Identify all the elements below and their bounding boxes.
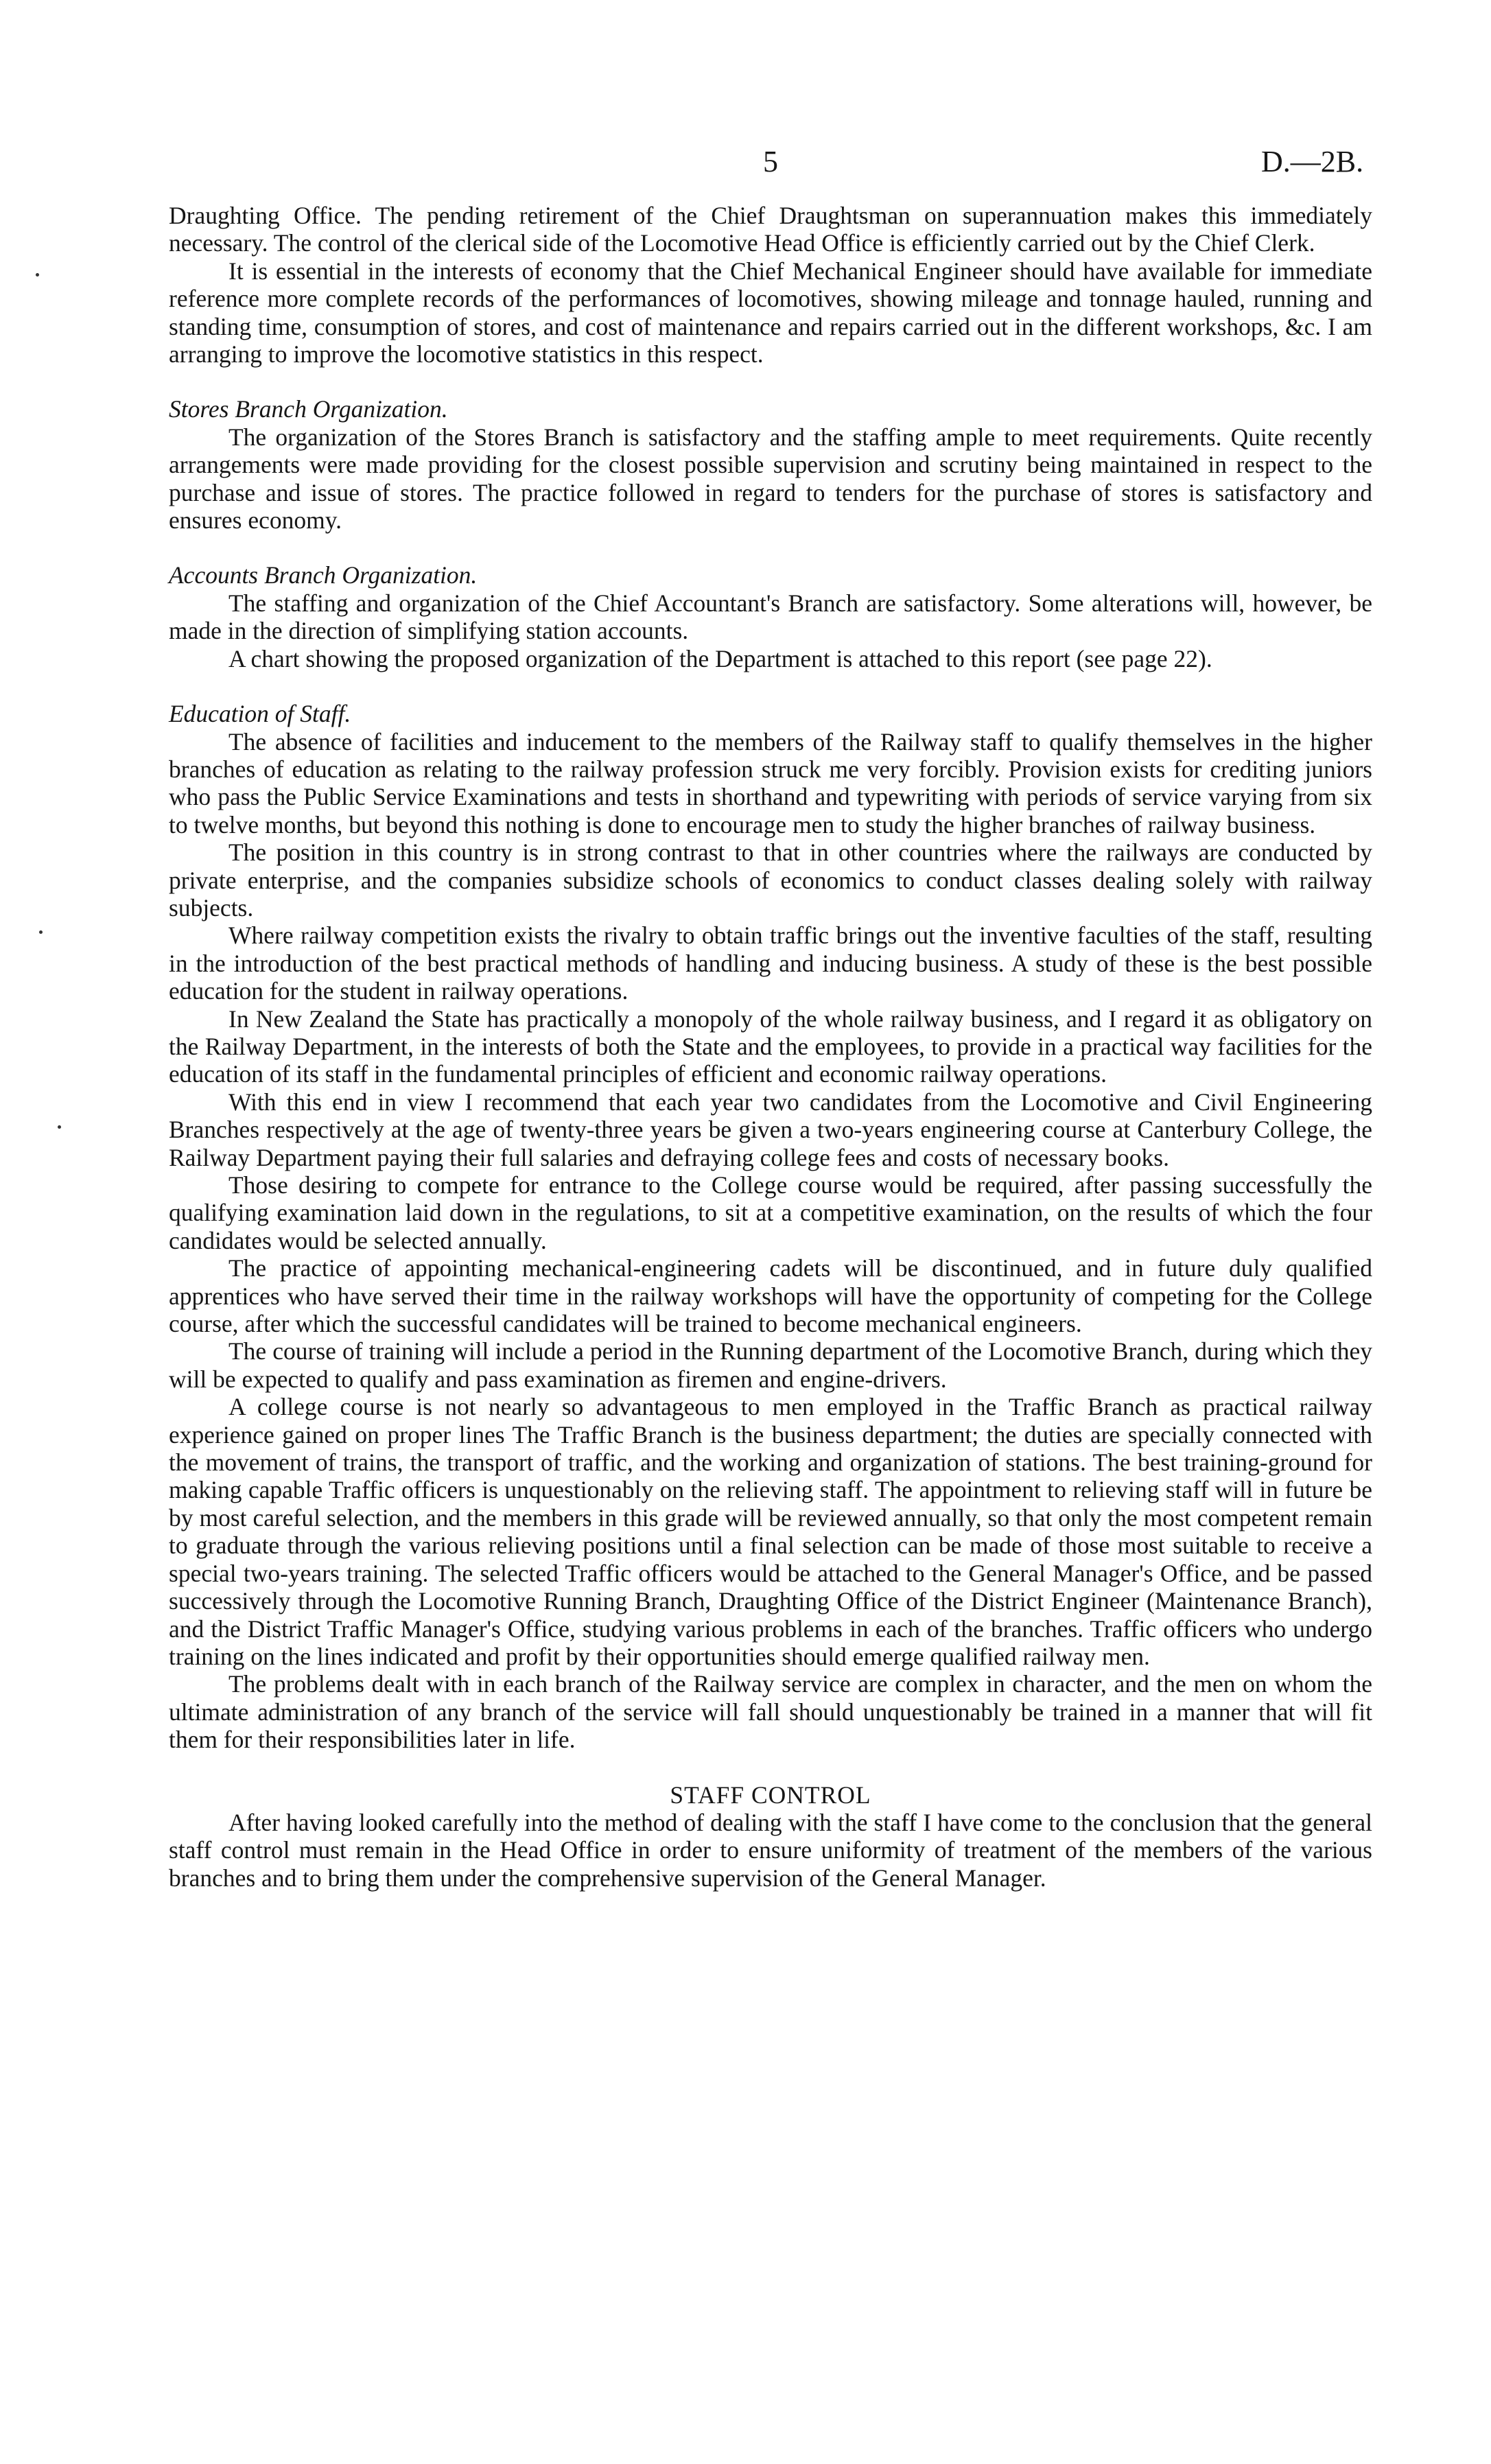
paragraph: A chart showing the proposed organization of the Department is attached to this report (see page 22). — [228, 644, 1212, 672]
document-body — [169, 202, 1372, 1892]
document-reference: D.—2B. — [1261, 145, 1364, 178]
paragraph: Where railway competition exists the rivalry to obtain traffic brings out the inventive faculties of the staff, resulting in the introduction of the best practical methods of handling and inducing business. A study of these is the best possible education for the student in railway operations. — [169, 922, 1372, 1005]
paragraph: The problems dealt with in each branch of the Railway service are complex in character, and the men on whom the ultimate administration of any branch of the service will fall should unquestionably be trained in a manner that will fit them for their responsibilities later in life. — [169, 1670, 1372, 1754]
section-gap — [169, 1754, 1372, 1781]
paragraph: Those desiring to compete for entrance to the College course would be required, after passing successfully the qualifying examination laid down in the regulations, to sit at a competitive examination, on the results of which the four candidates would be selected annually. — [169, 1171, 1372, 1254]
paragraph: It is essential in the interests of economy that the Chief Mechanical Engineer should have available for immediate reference more complete records of the performances of locomotives, showing mileage and tonnage hauled, running and standing time, consumption of stores, and cost of maintenance and repairs carried out in the different workshops, &c. I am arranging to improve the locomotive statistics in this respect. — [169, 257, 1372, 368]
section-gap — [169, 534, 1372, 561]
paragraph: The staffing and organization of the Chief Accountant's Branch are satisfactory. Some alterations will, however, be made in the direction of simplifying station accounts. — [169, 589, 1372, 645]
paragraph: A college course is not nearly so advantageous to men employed in the Traffic Branch as practical railway experience gained on proper lines The Traffic Branch is the business department; the duties are specially connected with the movement of trains, the transport of traffic, and the working and organization of stations. The best training-ground for making capable Traffic officers is unquestionably on the relieving staff. The appointment to relieving staff will in future be by most careful selection, and the members in this grade will be reviewed annually, so that only the most competent remain to graduate through the various relieving positions until a final selection can be made of those most suitable to receive a special two-years training. The selected Traffic officers would be attached to the General Manager's Office, and be passed successively through the Locomotive Running Branch, Draughting Office of the District Engineer (Maintenance Branch), and the District Traffic Manager's Office, studying various problems in each of the branches. Traffic officers who undergo training on the lines indicated and profit by their opportunities should emerge qualified railway men. — [169, 1393, 1372, 1670]
margin-mark — [36, 273, 39, 277]
section-stores — [169, 395, 1372, 534]
paragraph: The practice of appointing mechanical-engineering cadets will be discontinued, and in future duly qualified apprentices who have served their time in the railway workshops will have the opportunity of competing for the College course, after which the successful candidates will be trained to become mechanical engineers. — [169, 1254, 1372, 1338]
paragraph: After having looked carefully into the method of dealing with the staff I have come to the conclusion that the general staff control must remain in the Head Office in order to ensure uniformity of treatment of the members of the various branches and to bring them under the comprehensive supervision of the General Manager. — [169, 1808, 1372, 1892]
paragraph: The course of training will include a period in the Running department of the Locomotive Branch, during which they will be expected to qualify and pass examination as firemen and engine-drivers. — [169, 1337, 1372, 1393]
section-education — [169, 700, 1372, 1753]
paragraph: Draughting Office. The pending retirement of the Chief Draughtsman on superannuation makes this immediately necessary. The control of the clerical side of the Locomotive Head Office is efficiently carried out by the Chief Clerk. — [169, 202, 1372, 257]
section-heading: Stores Branch Organization. — [169, 395, 448, 423]
margin-mark — [58, 1125, 61, 1129]
section-heading: Education of Staff. — [169, 700, 351, 728]
section-staff-control — [169, 1781, 1372, 1892]
paragraph: The organization of the Stores Branch is satisfactory and the staffing ample to meet requirements. Quite recently arrangements were made providing for the closest possible supervision and scrutiny being maintained in respect to the purchase and issue of stores. The practice followed in regard to tenders for the purchase of stores is satisfactory and ensures economy. — [169, 423, 1372, 535]
page-number: 5 — [763, 145, 778, 178]
paragraph: In New Zealand the State has practically a monopoly of the whole railway business, and I regard it as obligatory on the Railway Department, in the interests of both the State and the employees, to provide in a practical way facilities for the education of its staff in the fundamental principles of efficient and economic railway operations. — [169, 1005, 1372, 1088]
page-header — [0, 144, 1491, 192]
section-heading: Accounts Branch Organization. — [169, 561, 478, 589]
paragraph: The position in this country is in strong contrast to that in other countries where the railways are conducted by private enterprise, and the companies subsidize schools of economics to conduct classes dealing solely with railway subjects. — [169, 838, 1372, 922]
section-gap — [169, 672, 1372, 700]
paragraph: The absence of facilities and inducement to the members of the Railway staff to qualify themselves in the higher branches of education as relating to the railway profession struck me very forcibly. Provision exists for crediting juniors who pass the Public Service Examinations and tests in shorthand and typewriting with periods of service varying from six to twelve months, but beyond this nothing is done to encourage men to study the higher branches of railway business. — [169, 727, 1372, 838]
section-gap — [169, 368, 1372, 395]
section-title: STAFF CONTROL — [670, 1781, 871, 1809]
paragraph: With this end in view I recommend that each year two candidates from the Locomotive and Civil Engineering Branches respectively at the age of twenty-three years be given a two-years engineering course at Canterbury College, the Railway Department paying their full salaries and defraying college fees and costs of necessary books. — [169, 1088, 1372, 1171]
section-intro — [169, 202, 1372, 368]
margin-mark — [39, 930, 43, 934]
section-accounts — [169, 561, 1372, 672]
